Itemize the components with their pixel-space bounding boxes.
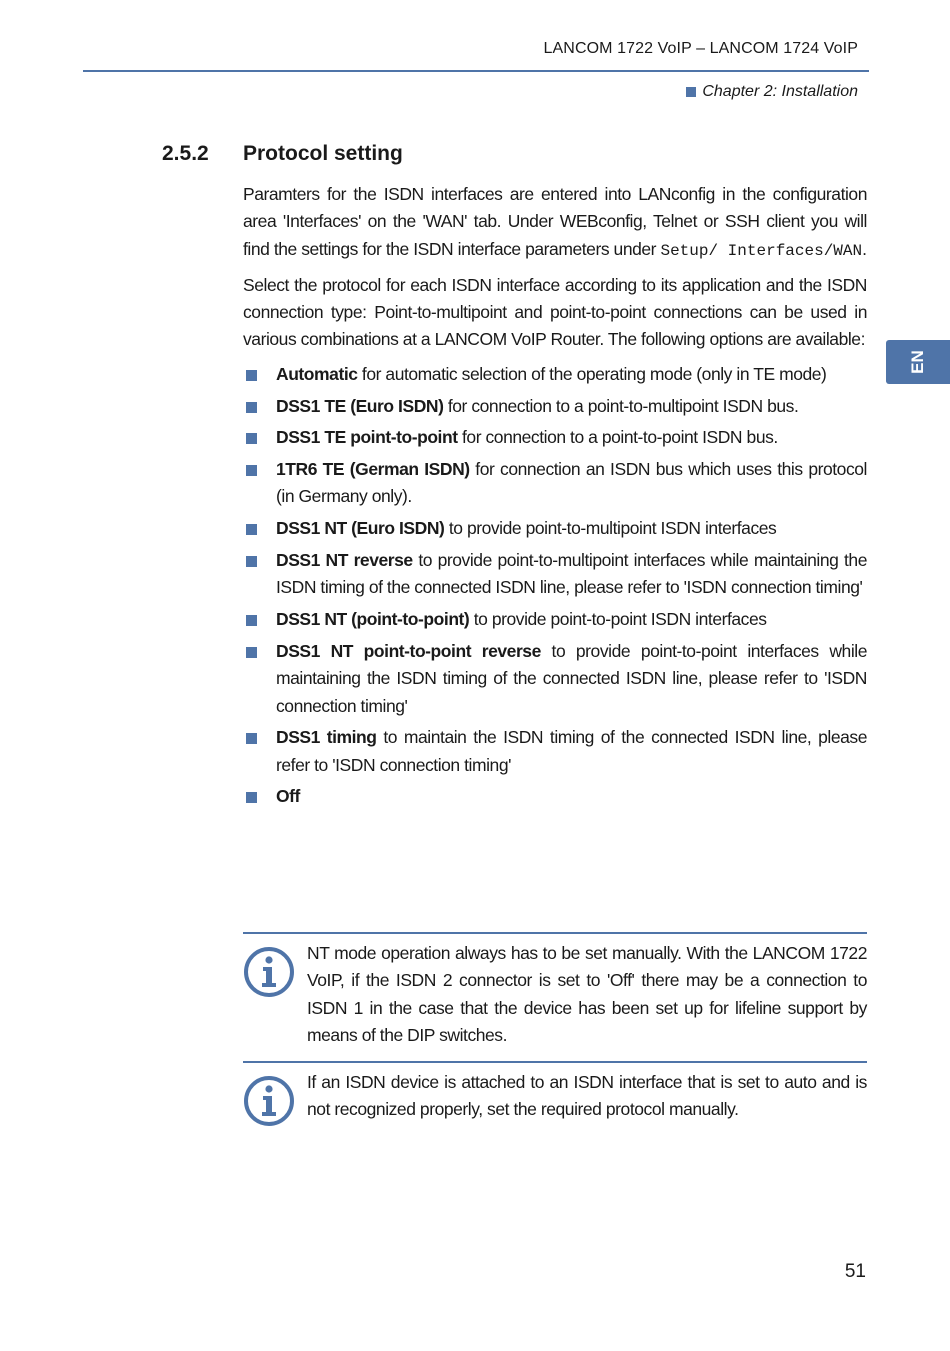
paragraph-intro-end: . — [862, 238, 867, 259]
option-term: 1TR6 TE (German ISDN) — [276, 459, 470, 480]
square-bullet-icon — [246, 402, 257, 413]
option-desc: for connection to a point-to-multipoint ISDN bus. — [443, 395, 799, 416]
option-desc: to provide point-to-point interfaces while maintaining the ISDN timing of the connected ISDN line, please refer to 'ISDN connection timing' — [276, 640, 867, 716]
square-bullet-icon — [246, 370, 257, 381]
paragraph-intro-text: Paramters for the ISDN interfaces are entered into LANconfig in the configuration area 'Interfaces' on the 'WAN' tab. Under WEBconfig, Telnet or SSH client you will find the settings for the ISDN interface parameters under — [243, 184, 867, 259]
info-note — [243, 932, 867, 1049]
list-item — [243, 606, 867, 633]
option-term: DSS1 NT (point-to-point) — [276, 609, 470, 630]
option-desc: for connection to a point-to-point ISDN bus. — [457, 427, 778, 448]
square-bullet-icon — [246, 433, 257, 444]
list-item — [243, 515, 867, 542]
square-bullet-icon — [246, 733, 257, 744]
list-item — [243, 393, 867, 420]
list-item — [243, 547, 867, 602]
running-header-title: LANCOM 1722 VoIP – LANCOM 1724 VoIP — [543, 40, 858, 57]
square-bullet-icon — [246, 465, 257, 476]
option-term: Off — [276, 786, 300, 807]
paragraph-intro — [243, 181, 867, 265]
option-term: DSS1 NT reverse — [276, 550, 413, 571]
language-tab — [886, 340, 950, 384]
info-note — [243, 1061, 867, 1124]
square-bullet-icon — [246, 556, 257, 567]
list-item — [243, 638, 867, 720]
paragraph-select: Select the protocol for each ISDN interface according to its application and the ISDN connection type: Point-to-multipoint and point-to-point connections can be used in various combinations at a LANCOM VoIP Router. The following options are available: — [243, 274, 867, 350]
option-term: Automatic — [276, 363, 358, 384]
option-desc: for automatic selection of the operating mode (only in TE mode) — [357, 363, 827, 384]
section-body — [243, 181, 867, 815]
protocol-options-list — [243, 361, 867, 811]
section-title: Protocol setting — [243, 142, 403, 165]
info-note-text: If an ISDN device is attached to an ISDN interface that is set to auto and is not recognized properly, set the required protocol manually. — [307, 1072, 867, 1120]
square-bullet-icon — [246, 647, 257, 658]
info-icon — [243, 946, 295, 998]
option-term: DSS1 TE point-to-point — [276, 427, 458, 448]
option-term: DSS1 TE (Euro ISDN) — [276, 395, 444, 416]
option-desc: for connection an ISDN bus which uses this protocol (in Germany only). — [276, 459, 867, 507]
option-desc: to provide point-to-multipoint interfaces while maintaining the ISDN timing of the connected ISDN line, please refer to 'ISDN connection timing' — [276, 550, 867, 598]
option-term: DSS1 NT point-to-point reverse — [276, 640, 541, 661]
info-icon — [243, 1075, 295, 1127]
header-rule — [83, 70, 869, 72]
list-item — [243, 724, 867, 779]
square-bullet-icon — [246, 792, 257, 803]
option-desc: to maintain the ISDN timing of the connected ISDN line, please refer to 'ISDN connection timing' — [276, 727, 867, 775]
list-item — [243, 361, 867, 388]
list-item — [243, 783, 867, 810]
info-note-text: NT mode operation always has to be set manually. With the LANCOM 1722 VoIP, if the ISDN 2 connector is set to 'Off' there may be a connection to ISDN 1 in the case that the device has been set up for lifeline support by means of the DIP switches. — [307, 943, 867, 1045]
chapter-text: Chapter 2: Installation — [702, 83, 858, 100]
page-number: 51 — [844, 1261, 866, 1282]
chapter-label — [686, 83, 858, 101]
option-term: DSS1 NT (Euro ISDN) — [276, 518, 445, 539]
menu-path-code: Setup/ Interfaces/WAN — [660, 241, 863, 260]
option-desc: to provide point-to-multipoint ISDN interfaces — [444, 518, 777, 539]
list-item — [243, 456, 867, 511]
square-bullet-icon — [246, 615, 257, 626]
language-tab-label: EN — [908, 350, 927, 374]
option-desc: to provide point-to-point ISDN interfaces — [469, 609, 767, 630]
section-number: 2.5.2 — [162, 142, 209, 165]
square-bullet-icon — [686, 87, 696, 97]
option-term: DSS1 timing — [276, 727, 377, 748]
square-bullet-icon — [246, 524, 257, 535]
list-item — [243, 424, 867, 451]
